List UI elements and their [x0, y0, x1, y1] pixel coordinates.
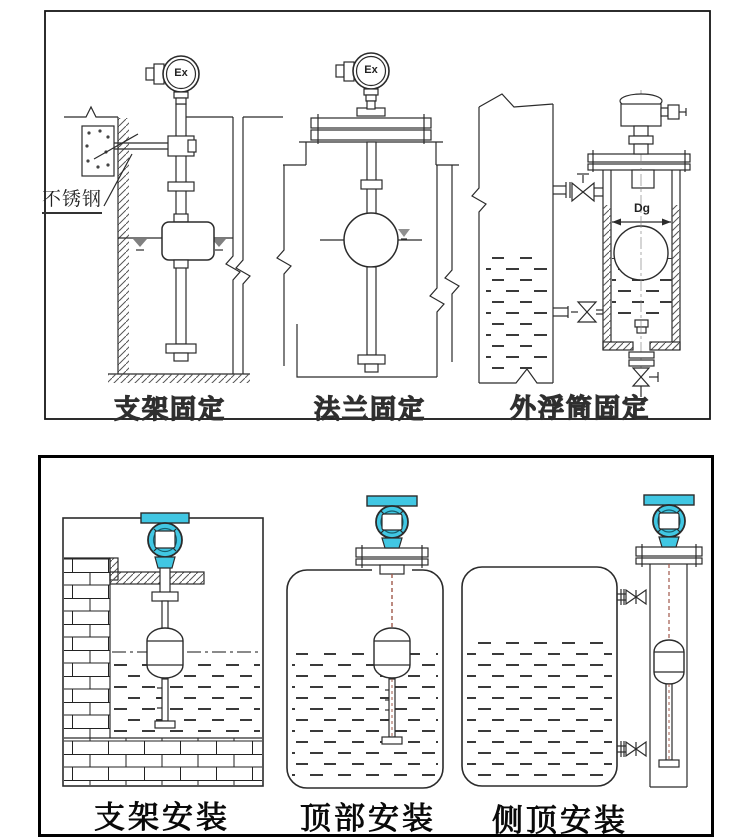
ex-marking-middle: Ex — [364, 64, 378, 76]
transmitter-head — [141, 513, 189, 568]
caption-bracket-fixing: 支架固定 — [113, 394, 226, 424]
caption-external-chamber-fixing: 外浮筒固定 — [509, 393, 650, 423]
side-top-install-diagram — [462, 495, 702, 787]
caption-top-install: 顶部安装 — [300, 801, 436, 836]
top-install-diagram — [287, 496, 443, 788]
caption-bracket-install: 支架安装 — [94, 800, 230, 835]
transmitter-head — [367, 496, 417, 548]
dg-dimension-label: Dg — [634, 201, 650, 215]
bottom-panel-install-diagrams — [40, 457, 713, 836]
transmitter-head — [644, 495, 694, 547]
ex-marking-left: Ex — [174, 67, 188, 79]
flange-fixing-diagram — [277, 53, 459, 377]
bracket-install-diagram — [63, 513, 263, 786]
caption-flange-fixing: 法兰固定 — [313, 394, 426, 424]
external-chamber-fixing-diagram — [472, 90, 690, 397]
stainless-steel-note: 不锈钢 — [42, 184, 102, 214]
caption-side-top-install: 侧顶安装 — [492, 803, 628, 838]
bracket-fixing-diagram — [64, 56, 283, 383]
